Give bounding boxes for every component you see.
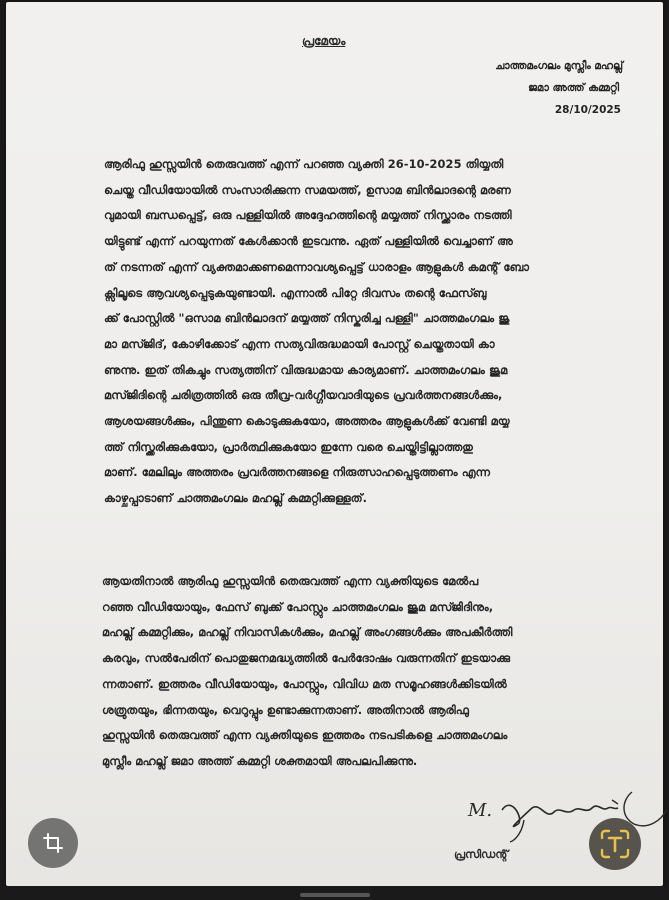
text-scan-icon: [598, 827, 632, 861]
paragraph-2: [30, 569, 642, 775]
document-title: പ്രമേയം: [302, 34, 346, 48]
text-line: വുമായി ബന്ധപ്പെട്ട്, ഒരു പള്ളിയിൽ അദ്ദേഹത്തിന്റെ മയ്യത്ത് നിസ്ക്കാരം നടത്തി: [104, 208, 512, 223]
text-line: ക്സിലൂടെ ആവശ്യപ്പെടുകയുണ്ടായി. എന്നാൽ പിറ്റേ ദിവസം തന്റെ ഫേസ്ബു: [104, 285, 487, 300]
text-line: ഹുസ്സയിൻ തെരുവത്ത് എന്ന വ്യക്തിയുടെ ഇത്തരം നടപടികളെ ചാത്തമംഗലം: [102, 728, 508, 743]
text-line: മഹല്ല് കമ്മറ്റിക്കും, മഹല്ല് നിവാസികൾക്കും, മഹല്ല് അംഗങ്ങൾക്കും അപകീർത്തി: [102, 625, 513, 640]
text-line: ത്ത് നിസ്ക്കരിക്കുകയോ, പ്രാർത്ഥിക്കുകയോ ഇന്നേ വരെ ചെയ്തിട്ടില്ലാത്തതു: [104, 439, 473, 454]
text-line: ത് നടന്നത് എന്ന് വ്യക്തമാക്കണമെന്നാവശ്യപ്പെട്ട് ധാരാളം ആളുകൾ കമന്റ് ബോ: [104, 259, 530, 274]
text-line: ണുന്നു. ഇത് തികച്ചും സത്യത്തിന് വിരുദ്ധമായ കാര്യമാണ്. ചാത്തമംഗലം ജുമ: [104, 362, 508, 377]
paragraph-1: [30, 152, 642, 512]
organization-committee: ജമാ അത്ത് കമ്മറ്റി: [528, 82, 619, 94]
text-line: ആയതിനാൽ ആരിഫു ഹുസ്സയിൻ തെരുവത്ത് എന്ന വ്യക്തിയുടെ മേൽപ: [102, 574, 479, 588]
organization-name: ചാത്തമംഗലം മുസ്ലീം മഹല്ല്: [495, 60, 623, 72]
text-scan-button[interactable]: [589, 818, 641, 870]
text-line: ആശയങ്ങൾക്കും, പിന്തുണ കൊടുക്കുകയോ, അത്തരം ആളുകൾക്ക് വേണ്ടി മയ്യ: [104, 414, 510, 429]
text-line: മുസ്ലീം മഹല്ല് ജമാ അത്ത് കമ്മറ്റി ശക്തമായി അപലപിക്കുന്നു.: [102, 753, 418, 768]
crop-button[interactable]: [28, 818, 78, 868]
signatory-title: പ്രസിഡന്റ്: [454, 848, 509, 861]
text-line: ആരിഫു ഹുസ്സയിൻ തെരുവത്ത് എന്ന് പറഞ്ഞ വ്യക്തി 26-10-2025 തിയ്യതി: [104, 157, 504, 171]
text-line: മാണ്. മേലിലും അത്തരം പ്രവർത്തനങ്ങളെ നിരുത്സാഹപ്പെടുത്തണം എന്ന: [104, 465, 490, 480]
document-date: 28/10/2025: [554, 104, 621, 116]
text-line: ശത്രുതയും, ഭിന്നതയും, വെറുപ്പും ഉണ്ടാക്കുന്നതാണ്. അതിനാൽ ആരിഫു: [102, 702, 469, 717]
text-line: കരവും, സൽപേരിന് പൊതുജനമദ്ധ്യത്തിൽ പേർദോഷം വരുന്നതിന് ഇടയാക്കു: [102, 651, 511, 666]
text-line: ന്നതാണ്. ഇത്തരം വീഡിയോയും, പോസ്റ്റും, വിവിധ മത സമൂഹങ്ങൾക്കിടയിൽ: [102, 676, 507, 691]
text-line: ക്ക് പോസ്റ്റിൽ "ഒസാമ ബിൻലാദന് മയ്യത്ത് നിസ്കരിച്ച പള്ളി" ചാത്തമംഗലം ജു: [104, 311, 510, 326]
text-line: റഞ്ഞ വീഡിയോയും, ഫേസ് ബുക്ക് പോസ്റ്റും ചാത്തമംഗലം ജുമ മസ്ജിദിനും,: [102, 599, 494, 614]
home-indicator[interactable]: [300, 893, 370, 897]
text-line: കാഴ്ചപ്പാടാണ് ചാത്തമംഗലം മഹല്ല് കമ്മറ്റിക്കുള്ളത്.: [104, 491, 368, 506]
text-line: യിട്ടുണ്ട് എന്ന് പറയുന്നത് കേൾക്കാൻ ഇടവന്നു. ഏത് പള്ളിയിൽ വെച്ചാണ് അ: [104, 234, 513, 249]
document-page: [6, 2, 663, 886]
crop-icon: [42, 832, 64, 854]
text-line: മാ മസ്ജിദ്, കോഴിക്കോട് എന്ന സത്യവിരുദ്ധമായി പോസ്റ്റ് ചെയ്തതായി കാ: [104, 336, 495, 351]
signature-initial: M.: [468, 800, 493, 821]
text-line: ചെയ്ത വീഡിയോയിൽ സംസാരിക്കുന്ന സമയത്ത്, ഉസാമ ബിൻലാദന്റെ മരണ: [104, 182, 511, 197]
text-line: മസ്ജിദിന്റെ ചരിത്രത്തിൽ ഒരു തീവ്ര-വർഗ്ഗീയവാദിയുടെ പ്രവർത്തനങ്ങൾക്കും,: [104, 388, 503, 403]
